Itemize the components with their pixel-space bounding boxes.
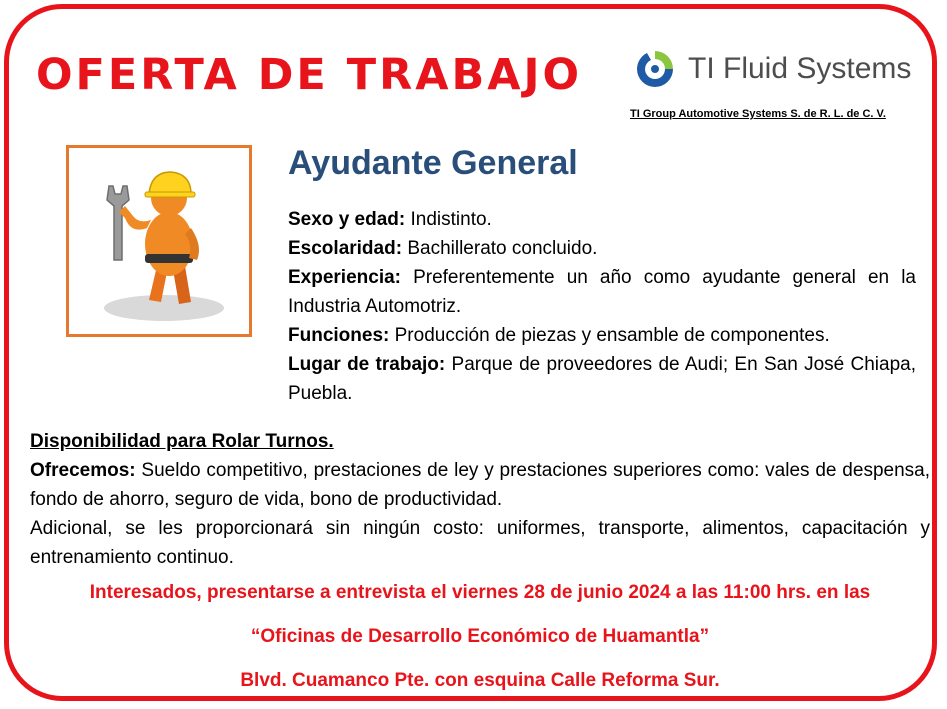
worker-illustration	[66, 145, 252, 337]
detail-functions	[288, 321, 916, 350]
detail-label: Escolaridad:	[288, 238, 403, 259]
offer-paragraph	[30, 456, 930, 514]
detail-experience	[288, 263, 916, 321]
offer-value: Sueldo competitivo, prestaciones de ley y prestaciones superiores como: vales de despensa, fondo de ahorro, seguro de vida, bono de productividad.	[30, 460, 930, 510]
additional-paragraph: Adicional, se les proporcionará sin ningún costo: uniformes, transporte, alimentos, capacitación y entrenamiento continuo.	[30, 518, 930, 568]
detail-label: Experiencia:	[288, 267, 401, 288]
worker-with-wrench-icon	[69, 148, 249, 334]
office-name: “Oficinas de Desarrollo Económico de Huamantla”	[250, 626, 710, 647]
office-address: Blvd. Cuamanco Pte. con esquina Calle Reforma Sur.	[240, 670, 720, 691]
benefits-section	[30, 427, 930, 572]
detail-value: Preferentemente un año como ayudante general en la Industria Automotriz.	[288, 267, 916, 317]
detail-value: Parque de proveedores de Audi; En San José Chiapa, Puebla.	[288, 354, 916, 404]
detail-sex-age	[288, 205, 916, 234]
interview-notice: Interesados, presentarse a entrevista el viernes 28 de junio 2024 a las 11:00 hrs. en las	[89, 582, 871, 603]
detail-value: Producción de piezas y ensamble de componentes.	[389, 325, 830, 346]
detail-workplace	[288, 350, 916, 408]
detail-label: Funciones:	[288, 325, 390, 346]
headline: OFERTA DE TRABAJO	[36, 50, 583, 100]
company-name: TI Group Automotive Systems S. de R. L. de C. V.	[630, 108, 886, 120]
detail-label: Sexo y edad:	[288, 209, 406, 230]
job-title: Ayudante General	[288, 144, 578, 182]
offer-label: Ofrecemos:	[30, 460, 136, 481]
job-details	[288, 205, 916, 408]
company-logo	[634, 48, 914, 96]
detail-education	[288, 234, 916, 263]
detail-value: Bachillerato concluido.	[402, 238, 598, 259]
detail-label: Lugar de trabajo:	[288, 354, 446, 375]
ti-logo-mark-icon	[634, 48, 676, 90]
detail-value: Indistinto.	[405, 209, 492, 230]
availability: Disponibilidad para Rolar Turnos.	[30, 431, 334, 452]
logo-text: TI Fluid Systems	[688, 52, 912, 85]
